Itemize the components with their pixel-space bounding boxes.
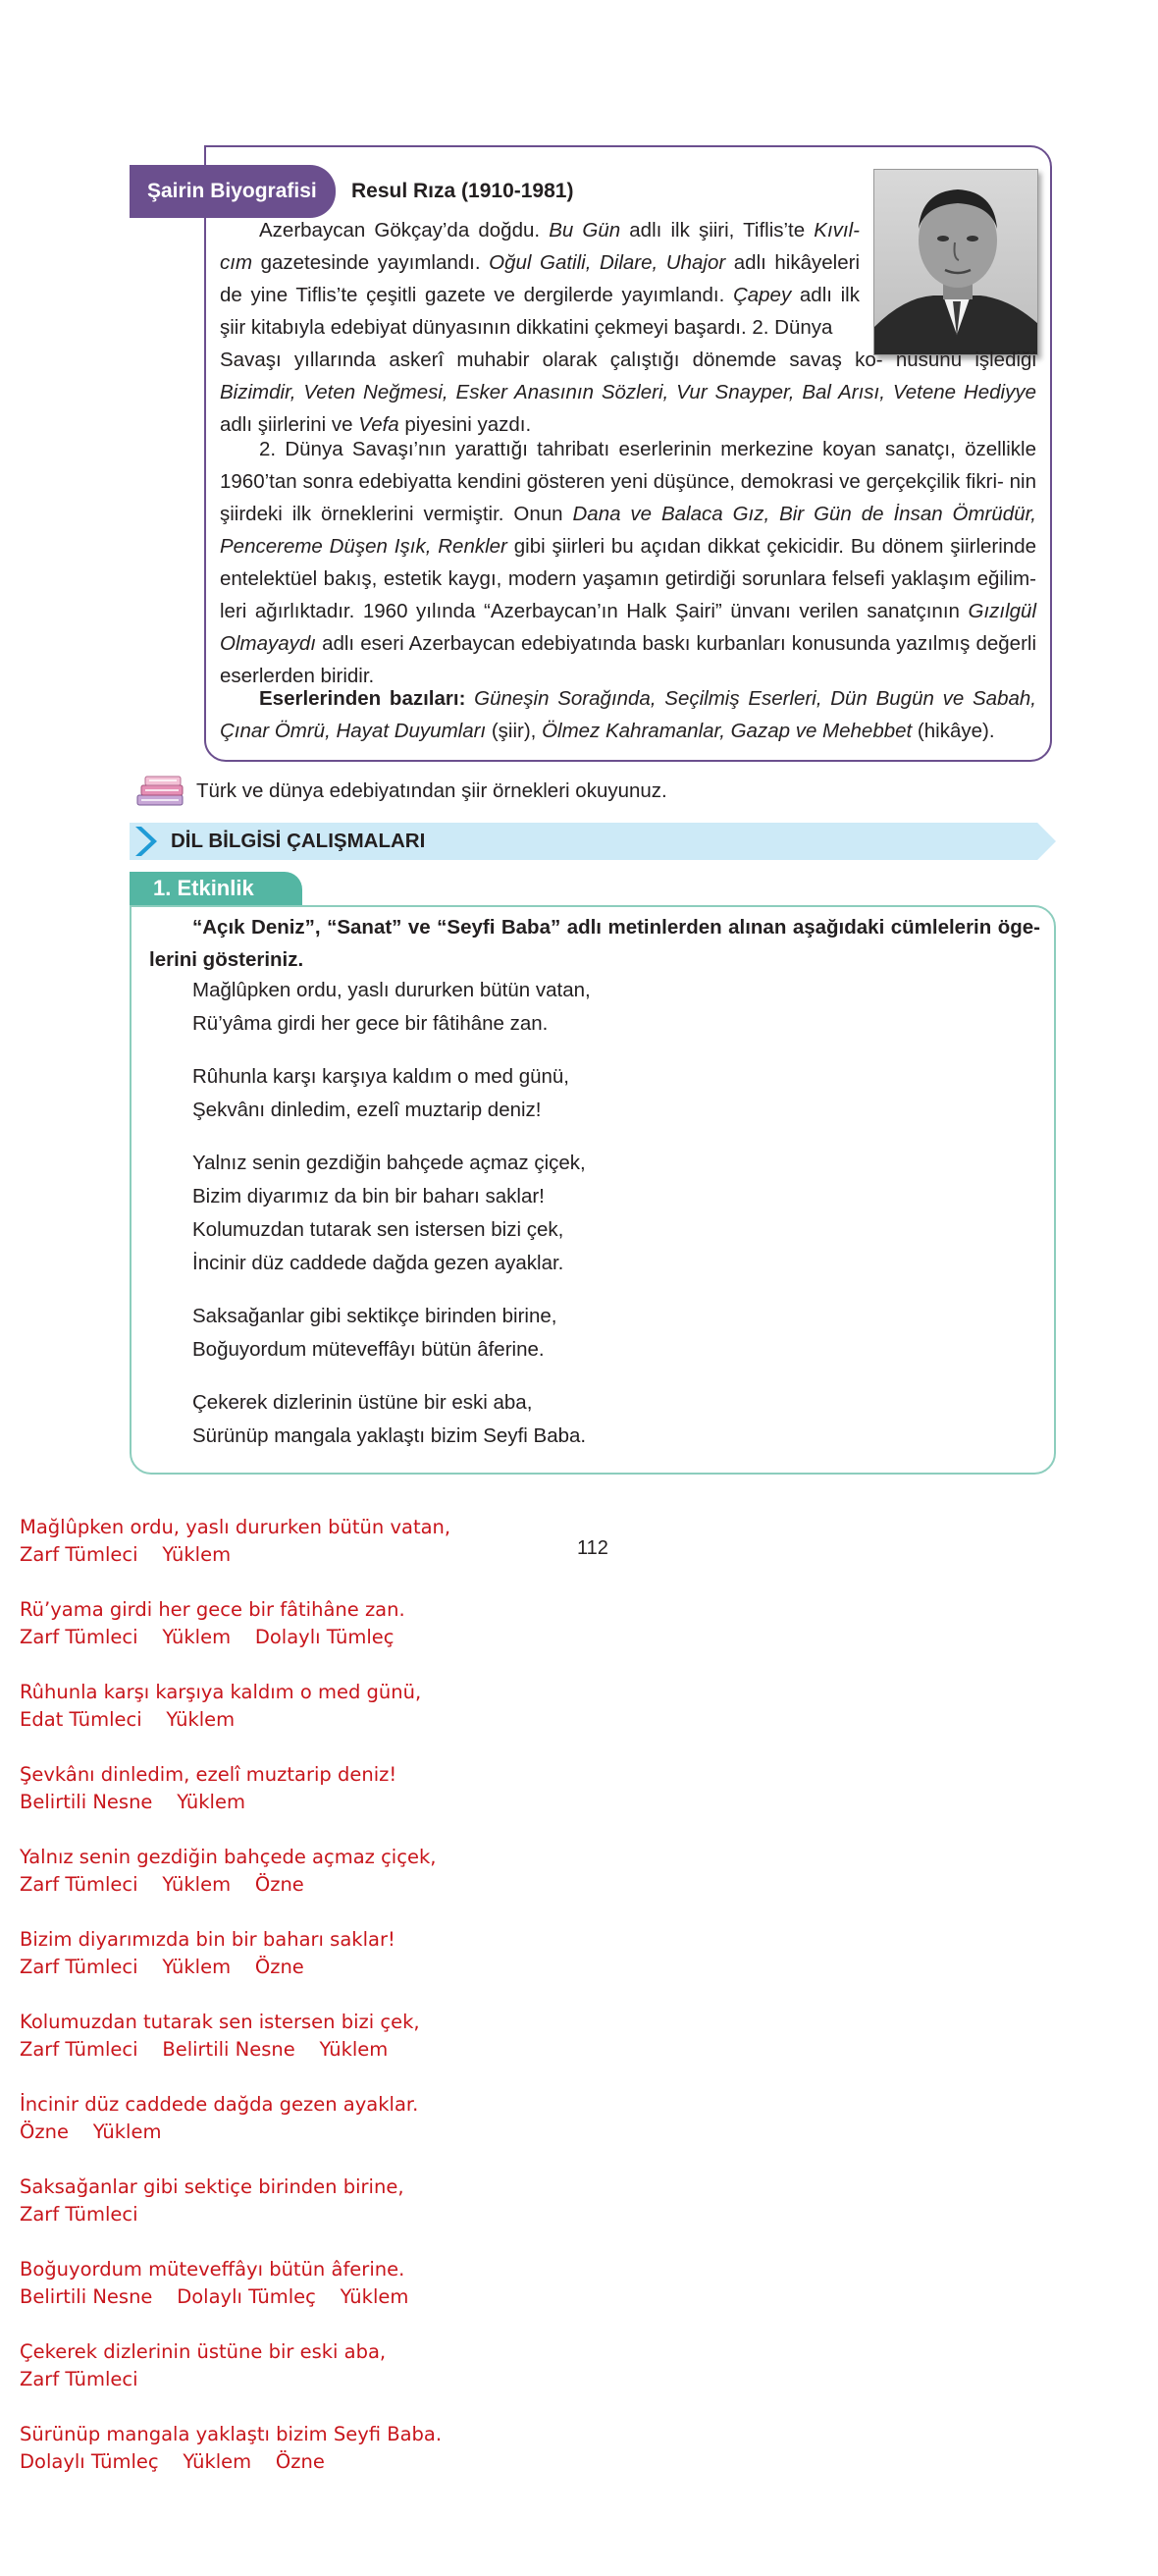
answer-elements: Zarf Tümleci xyxy=(20,2368,138,2390)
answer-sentence: Yalnız senin gezdiğin bahçede açmaz çiçek, xyxy=(20,1846,437,1868)
text-segment: Kıvıl- cım xyxy=(220,219,860,274)
poem-line: Sürünüp mangala yaklaştı bizim Seyfi Baba. xyxy=(192,1424,587,1447)
text-segment: adlı ilk şiir kitabıyla edebiyat dünyasının dikkatini çekmeyi başardı. 2. Dünya xyxy=(220,284,860,339)
text-segment: (hikâye). xyxy=(912,720,995,742)
biography-tab: Şairin Biyografisi xyxy=(130,165,336,218)
text-segment: Çapey xyxy=(732,284,792,306)
answer-elements: Zarf Tümleci Yüklem Dolaylı Tümleç xyxy=(20,1626,395,1648)
biography-paragraph-2 xyxy=(220,433,1036,692)
answer-sentence: Sürünüp mangala yaklaştı bizim Seyfi Baba. xyxy=(20,2423,443,2445)
answer-elements: Özne Yüklem xyxy=(20,2120,162,2143)
answer-elements: Zarf Tümleci Yüklem Özne xyxy=(20,1956,304,1978)
text-segment: Dana ve Balaca Gız, Bir Gün de İnsan Ömrüdür, Pencereme Düşen Işık, Renkler xyxy=(220,503,1036,558)
text-segment: Vefa xyxy=(358,413,399,436)
text-segment: Savaşı yıllarında askerî muhabir olarak çalıştığı dönemde savaş ko- nusunu işlediği xyxy=(220,349,1036,371)
answer-sentence: Rûhunla karşı karşıya kaldım o med günü, xyxy=(20,1681,422,1703)
text-segment: adlı eseri Azerbaycan edebiyatında baskı kurbanları konusunda yazılmış değerli eserlerden biridir. xyxy=(220,632,1036,687)
poem-line: Yalnız senin gezdiğin bahçede açmaz çiçek, xyxy=(192,1152,586,1174)
activity-tab: 1. Etkinlik xyxy=(130,872,302,905)
activity-instruction: “Açık Deniz”, “Sanat” ve “Seyfi Baba” adlı metinlerden alınan aşağıdaki cümlelerin öge- lerini gösteriniz. xyxy=(149,916,1040,971)
poem-line: Saksağanlar gibi sektikçe birinden birine, xyxy=(192,1305,557,1327)
text-segment: Güneşin Sorağında, Seçilmiş Eserleri, Dün Bugün ve Sabah, Çınar Ömrü, Hayat Duyumları xyxy=(220,687,1036,742)
answer-sentence: Bizim diyarımızda bin bir baharı saklar! xyxy=(20,1928,395,1951)
poem-line: Boğuyordum müteveffâyı bütün âferine. xyxy=(192,1338,545,1361)
text-segment: Ölmez Kahramanlar, Gazap ve Mehebbet xyxy=(542,720,913,742)
page-number: 112 xyxy=(577,1537,608,1559)
answer-elements: Dolaylı Tümleç Yüklem Özne xyxy=(20,2450,325,2473)
biography-paragraph-1-cont xyxy=(220,344,1036,441)
answer-elements: Belirtili Nesne Dolaylı Tümleç Yüklem xyxy=(20,2285,409,2308)
text-segment: Azerbaycan Gökçay’da doğdu. xyxy=(259,219,550,242)
poem-line: Kolumuzdan tutarak sen istersen bizi çek, xyxy=(192,1218,564,1241)
biography-paragraph-1 xyxy=(220,214,860,344)
poem-line: Rü’yâma girdi her gece bir fâtihâne zan. xyxy=(192,1012,549,1035)
poem-line: Şekvânı dinledim, ezelî muztarip deniz! xyxy=(192,1099,542,1121)
poem-line: Mağlûpken ordu, yaslı dururken bütün vatan, xyxy=(192,979,591,1001)
text-segment: adlı şiirlerini ve xyxy=(220,413,359,436)
chevron-right-icon xyxy=(132,825,157,858)
answer-sentence: Çekerek dizlerinin üstüne bir eski aba, xyxy=(20,2340,387,2363)
answer-elements: Edat Tümleci Yüklem xyxy=(20,1708,236,1731)
text-segment: Eserlerinden bazıları: xyxy=(259,687,475,710)
answer-sentence: İncinir düz caddede dağda gezen ayaklar. xyxy=(20,2093,419,2116)
answer-elements: Zarf Tümleci Belirtili Nesne Yüklem xyxy=(20,2038,389,2061)
answer-sentence: Şevkânı dinledim, ezelî muztarip deniz! xyxy=(20,1763,397,1786)
answer-elements: Zarf Tümleci Yüklem xyxy=(20,1543,232,1566)
answer-elements: Zarf Tümleci Yüklem Özne xyxy=(20,1873,304,1896)
books-stack-icon xyxy=(132,772,190,811)
grammar-banner-title: DİL BİLGİSİ ÇALIŞMALARI xyxy=(171,830,426,852)
reading-suggestion: Türk ve dünya edebiyatından şiir örnekleri okuyunuz. xyxy=(196,779,667,802)
poem-line: Rûhunla karşı karşıya kaldım o med günü, xyxy=(192,1065,569,1088)
poem-line: Çekerek dizlerinin üstüne bir eski aba, xyxy=(192,1391,533,1414)
text-segment: Oğul Gatili, Dilare, Uhajor xyxy=(489,251,726,274)
poem-line: Bizim diyarımız da bin bir baharı saklar! xyxy=(192,1185,545,1208)
poet-portrait xyxy=(873,169,1038,355)
text-segment: adlı hikâyeleri de yine Tiflis’te çeşitli gazete ve dergilerde yayımlandı. xyxy=(220,251,860,306)
answer-sentence: Boğuyordum müteveffâyı bütün âferine. xyxy=(20,2258,405,2281)
answer-sentence: Rü’yama girdi her gece bir fâtihâne zan. xyxy=(20,1598,405,1621)
poet-name: Resul Rıza (1910-1981) xyxy=(351,180,574,202)
text-segment: gazetesinde yayımlandı. xyxy=(252,251,490,274)
answer-elements: Zarf Tümleci xyxy=(20,2203,138,2226)
text-segment: Gızılgül Olmayaydı xyxy=(220,600,1036,655)
poem-line: İncinir düz caddede dağda gezen ayaklar. xyxy=(192,1252,564,1274)
text-segment: Bu Gün xyxy=(549,219,621,242)
text-segment: Bizimdir, Veten Neğmesi, Esker Anasının Sözleri, Vur Snayper, Bal Arısı, Vetene Hediyye xyxy=(220,381,1036,403)
text-segment: piyesini yazdı. xyxy=(398,413,532,436)
text-segment: adlı ilk şiiri, Tiflis’te xyxy=(620,219,815,242)
text-segment: (şiir), xyxy=(486,720,543,742)
answer-sentence: Kolumuzdan tutarak sen istersen bizi çek, xyxy=(20,2011,420,2033)
answer-sentence: Saksağanlar gibi sektiçe birinden birine, xyxy=(20,2175,404,2198)
text-segment: 2. Dünya Savaşı’nın yarattığı tahribatı eserlerinin merkezine koyan sanatçı, özellikle 1960’tan sonra edebiyatta kendini gösteren yeni düşünce, demokrasi ve gerçekçilik fikri- nin şiirdeki ilk örneklerini vermiştir. Onun xyxy=(220,438,1036,525)
works-paragraph xyxy=(220,682,1036,747)
answer-elements: Belirtili Nesne Yüklem xyxy=(20,1791,245,1813)
answer-sentence: Mağlûpken ordu, yaslı dururken bütün vatan, xyxy=(20,1516,451,1538)
text-segment: gibi şiirleri bu açıdan dikkat çekicidir. Bu dönem şiirlerinde entelektüel bakış, estetik kaygı, modern yaşamın getirdiği sorunlara felsefi yaklaşım eğilim- leri ağırlıktadır. 1960 yılında “Azerbaycan’ın Halk Şairi” ünvanı verilen sanatçının xyxy=(220,535,1037,622)
